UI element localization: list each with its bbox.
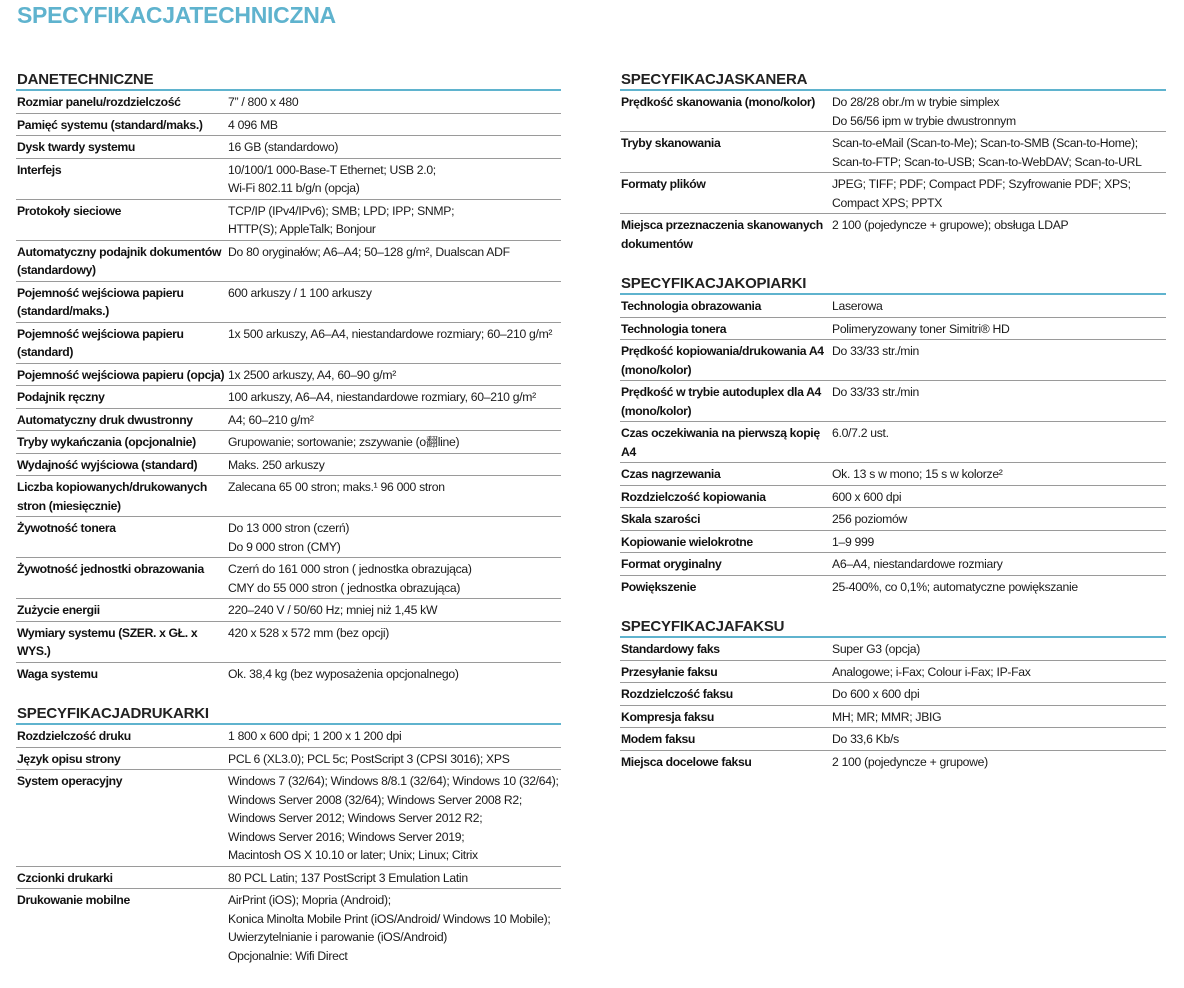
spec-row bbox=[16, 599, 561, 622]
section-title: SPECYFIKACJAKOPIARKI bbox=[620, 276, 1166, 295]
spec-value-line: Windows Server 2008 (32/64); Windows Server 2008 R2; bbox=[228, 792, 522, 807]
spec-label: Kompresja faksu bbox=[621, 709, 714, 724]
spec-value-line: 25-400%, co 0,1%; automatyczne powiększanie bbox=[832, 579, 1078, 594]
spec-value-line: Do 600 x 600 dpi bbox=[832, 687, 920, 701]
spec-value-line: Laserowa bbox=[832, 299, 883, 313]
spec-row bbox=[16, 663, 561, 685]
spec-label: Prędkość kopiowania/drukowania A4 (mono/kolor) bbox=[621, 344, 824, 377]
spec-value-line: Compact XPS; PPTX bbox=[832, 195, 943, 210]
spec-label: Żywotność jednostki obrazowania bbox=[17, 562, 204, 576]
spec-value-line: Super G3 (opcja) bbox=[832, 642, 921, 656]
spec-value-line: 2 100 (pojedyncze + grupowe) bbox=[832, 754, 988, 769]
spec-value-line: 6.0/7.2 ust. bbox=[832, 426, 889, 440]
spec-row bbox=[620, 531, 1166, 554]
spec-value-line: 16 GB (standardowo) bbox=[228, 140, 339, 154]
spec-label: Czas nagrzewania bbox=[621, 467, 721, 481]
spec-value-line: Polimeryzowany toner Simitri® HD bbox=[832, 321, 1010, 336]
spec-value-line: Ok. 13 s w mono; 15 s w kolorze² bbox=[832, 467, 1003, 481]
spec-value-line: Macintosh OS X 10.10 or later; Unix; Linux; Citrix bbox=[228, 848, 478, 862]
spec-row bbox=[16, 241, 561, 282]
spec-value bbox=[228, 456, 561, 475]
spec-value-line: Grupowanie; sortowanie; zszywanie (o翻line) bbox=[228, 435, 460, 449]
spec-value-line: Scan-to-eMail (Scan-to-Me); Scan-to-SMB (Scan-to-Home); bbox=[832, 136, 1138, 150]
spec-value bbox=[228, 665, 561, 684]
spec-value bbox=[228, 478, 561, 515]
spec-label: Tryby skanowania bbox=[621, 136, 721, 150]
spec-value bbox=[832, 663, 1166, 682]
spec-value-line: Do 28/28 obr./m w trybie simplex bbox=[832, 95, 1000, 109]
spec-row bbox=[620, 463, 1166, 486]
spec-label: Przesyłanie faksu bbox=[621, 664, 718, 679]
spec-value bbox=[832, 685, 1166, 704]
spec-row bbox=[620, 576, 1166, 598]
spec-section-specyfikacjakopiarki bbox=[620, 276, 1166, 597]
spec-value bbox=[228, 891, 561, 965]
spec-row bbox=[620, 661, 1166, 684]
spec-value bbox=[832, 297, 1166, 316]
spec-value bbox=[832, 383, 1166, 420]
spec-value-line: Wi-Fi 802.11 b/g/n (opcja) bbox=[228, 181, 360, 195]
spec-value-line: Opcjonalnie: Wifi Direct bbox=[228, 948, 348, 963]
spec-label: Waga systemu bbox=[17, 666, 98, 681]
spec-label: Podajnik ręczny bbox=[17, 390, 105, 404]
page-title: SPECYFIKACJATECHNICZNA bbox=[17, 2, 336, 28]
section-title: SPECYFIKACJADRUKARKI bbox=[16, 706, 561, 725]
spec-value bbox=[228, 750, 561, 769]
spec-label: Format oryginalny bbox=[621, 557, 722, 571]
spec-label: Czas oczekiwania na pierwszą kopię A4 bbox=[621, 426, 820, 459]
spec-value-line: Zalecana 65 00 stron; maks.¹ 96 000 stron bbox=[228, 480, 445, 494]
spec-value-line: Czerń do 161 000 stron ( jednostka obrazująca) bbox=[228, 562, 472, 576]
spec-value-line: Uwierzytelnianie i parowanie (iOS/Android) bbox=[228, 930, 448, 944]
spec-row bbox=[620, 553, 1166, 576]
spec-section-specyfikacjaskanera bbox=[620, 72, 1166, 254]
spec-section-specyfikacjafaksu bbox=[620, 619, 1166, 772]
spec-row bbox=[620, 295, 1166, 318]
spec-row bbox=[620, 706, 1166, 729]
spec-table bbox=[16, 725, 561, 966]
spec-row bbox=[620, 214, 1166, 254]
spec-value-line: 420 x 528 x 572 mm (bez opcji) bbox=[228, 625, 390, 640]
spec-row bbox=[620, 381, 1166, 422]
spec-label: Powiększenie bbox=[621, 579, 697, 594]
spec-value bbox=[832, 753, 1166, 772]
spec-value-line: Windows 7 (32/64); Windows 8/8.1 (32/64); Windows 10 (32/64); bbox=[228, 774, 559, 788]
spec-label: Drukowanie mobilne bbox=[17, 893, 130, 907]
spec-value bbox=[832, 730, 1166, 749]
spec-value bbox=[228, 243, 561, 280]
spec-row bbox=[620, 751, 1166, 773]
spec-value bbox=[228, 601, 561, 620]
spec-value bbox=[228, 869, 561, 888]
spec-label: Automatyczny podajnik dokumentów (standardowy) bbox=[17, 244, 222, 277]
spec-value-line: HTTP(S); AppleTalk; Bonjour bbox=[228, 222, 376, 236]
spec-value-line: 220–240 V / 50/60 Hz; mniej niż 1,45 kW bbox=[228, 603, 438, 617]
spec-label: Dysk twardy systemu bbox=[17, 140, 135, 154]
spec-value-line: Do 33/33 str./min bbox=[832, 344, 920, 358]
spec-value bbox=[228, 161, 561, 198]
spec-value bbox=[832, 708, 1166, 727]
spec-value bbox=[228, 325, 561, 362]
spec-row bbox=[16, 517, 561, 558]
spec-value-line: Maks. 250 arkuszy bbox=[228, 457, 325, 472]
spec-value bbox=[832, 640, 1166, 659]
spec-value-line: AirPrint (iOS); Mopria (Android); bbox=[228, 893, 391, 907]
spec-value bbox=[832, 555, 1166, 574]
spec-value-line: 4 096 MB bbox=[228, 117, 278, 132]
spec-section-danetechniczne bbox=[16, 72, 561, 684]
spec-value-line: Windows Server 2012; Windows Server 2012 R2; bbox=[228, 811, 483, 825]
spec-value-line: 600 arkuszy / 1 100 arkuszy bbox=[228, 285, 372, 300]
spec-row bbox=[16, 136, 561, 159]
spec-row bbox=[16, 558, 561, 599]
spec-label: Technologia tonera bbox=[621, 321, 727, 336]
spec-label: Pamięć systemu (standard/maks.) bbox=[17, 117, 203, 132]
spec-row bbox=[16, 323, 561, 364]
spec-value bbox=[228, 560, 561, 597]
spec-value bbox=[228, 433, 561, 452]
spec-value-line: 1x 500 arkuszy, A6–A4, niestandardowe rozmiary; 60–210 g/m² bbox=[228, 326, 553, 341]
spec-label: Protokoły sieciowe bbox=[17, 203, 122, 218]
spec-value-line: 10/100/1 000-Base-T Ethernet; USB 2.0; bbox=[228, 162, 436, 177]
spec-value bbox=[228, 624, 561, 661]
spec-value-line: JPEG; TIFF; PDF; Compact PDF; Szyfrowanie PDF; XPS; bbox=[832, 177, 1131, 191]
spec-value-line: Do 33,6 Kb/s bbox=[832, 732, 899, 746]
spec-table bbox=[16, 91, 561, 684]
spec-label: Pojemność wejściowa papieru (standard/maks.) bbox=[17, 285, 184, 318]
spec-row bbox=[16, 476, 561, 517]
spec-row bbox=[16, 770, 561, 867]
spec-label: Formaty plików bbox=[621, 177, 706, 191]
spec-value-line: 256 poziomów bbox=[832, 512, 907, 526]
spec-value-line: 1x 2500 arkuszy, A4, 60–90 g/m² bbox=[228, 367, 396, 382]
spec-value-line: Do 9 000 stron (CMY) bbox=[228, 539, 341, 554]
spec-label: Liczba kopiowanych/drukowanych stron (miesięcznie) bbox=[17, 480, 207, 513]
spec-table bbox=[620, 295, 1166, 597]
spec-label: Zużycie energii bbox=[17, 603, 100, 617]
spec-label: Rozdzielczość faksu bbox=[621, 687, 733, 701]
spec-label: Wydajność wyjściowa (standard) bbox=[17, 457, 198, 472]
spec-value-line: Do 13 000 stron (czerń) bbox=[228, 521, 350, 535]
spec-value bbox=[832, 424, 1166, 461]
spec-row bbox=[16, 159, 561, 200]
spec-label: Kopiowanie wielokrotne bbox=[621, 534, 753, 549]
spec-table bbox=[620, 91, 1166, 254]
spec-row bbox=[620, 508, 1166, 531]
spec-row bbox=[16, 200, 561, 241]
spec-label: Prędkość skanowania (mono/kolor) bbox=[621, 95, 816, 109]
spec-value-line: PCL 6 (XL3.0); PCL 5c; PostScript 3 (CPSI 3016); XPS bbox=[228, 751, 510, 766]
spec-row bbox=[620, 173, 1166, 214]
spec-value-line: Do 80 oryginałów; A6–A4; 50–128 g/m², Dualscan ADF bbox=[228, 244, 510, 259]
right-column bbox=[620, 72, 1166, 794]
spec-value bbox=[832, 216, 1166, 253]
spec-row bbox=[620, 318, 1166, 341]
spec-label: Tryby wykańczania (opcjonalnie) bbox=[17, 435, 196, 449]
section-title: SPECYFIKACJASKANERA bbox=[620, 72, 1166, 91]
spec-row bbox=[16, 91, 561, 114]
spec-label: System operacyjny bbox=[17, 774, 123, 788]
spec-value bbox=[228, 93, 561, 112]
spec-row bbox=[620, 486, 1166, 509]
spec-row bbox=[16, 867, 561, 890]
spec-value bbox=[832, 510, 1166, 529]
spec-value bbox=[832, 175, 1166, 212]
spec-value-line: MH; MR; MMR; JBIG bbox=[832, 709, 942, 724]
spec-value-line: Do 33/33 str./min bbox=[832, 385, 920, 399]
spec-label: Wymiary systemu (SZER. x GŁ. x WYS.) bbox=[17, 625, 198, 658]
spec-value bbox=[228, 411, 561, 430]
spec-label: Pojemność wejściowa papieru (standard) bbox=[17, 326, 184, 359]
spec-table bbox=[620, 638, 1166, 772]
spec-row bbox=[16, 431, 561, 454]
spec-label: Czcionki drukarki bbox=[17, 870, 113, 885]
spec-value bbox=[832, 578, 1166, 597]
spec-value-line: Do 56/56 ipm w trybie dwustronnym bbox=[832, 113, 1016, 128]
spec-row bbox=[620, 132, 1166, 173]
spec-value-line: Ok. 38,4 kg (bez wyposażenia opcjonalnego) bbox=[228, 666, 459, 681]
spec-value bbox=[832, 342, 1166, 379]
section-title: SPECYFIKACJAFAKSU bbox=[620, 619, 1166, 638]
spec-value-line: 100 arkuszy, A6–A4, niestandardowe rozmiary, 60–210 g/m² bbox=[228, 390, 536, 404]
spec-row bbox=[16, 282, 561, 323]
spec-value-line: Analogowe; i-Fax; Colour i-Fax; IP-Fax bbox=[832, 664, 1031, 679]
spec-row bbox=[16, 889, 561, 966]
spec-label: Rozmiar panelu/rozdzielczość bbox=[17, 95, 181, 109]
spec-row bbox=[16, 364, 561, 387]
spec-row bbox=[620, 91, 1166, 132]
spec-value bbox=[832, 465, 1166, 484]
spec-value-line: 80 PCL Latin; 137 PostScript 3 Emulation Latin bbox=[228, 870, 468, 885]
spec-value-line: TCP/IP (IPv4/IPv6); SMB; LPD; IPP; SNMP; bbox=[228, 203, 455, 218]
spec-row bbox=[16, 748, 561, 771]
spec-value bbox=[228, 116, 561, 135]
spec-label: Interfejs bbox=[17, 162, 62, 177]
spec-row bbox=[620, 422, 1166, 463]
spec-label: Język opisu strony bbox=[17, 751, 121, 766]
spec-value-line: CMY do 55 000 stron ( jednostka obrazująca) bbox=[228, 580, 461, 595]
spec-value bbox=[228, 366, 561, 385]
spec-label: Miejsca docelowe faksu bbox=[621, 754, 752, 769]
spec-label: Technologia obrazowania bbox=[621, 299, 762, 313]
spec-value-line: A4; 60–210 g/m² bbox=[228, 412, 314, 427]
left-column bbox=[16, 72, 561, 988]
spec-value bbox=[228, 138, 561, 157]
spec-value-line: Scan-to-FTP; Scan-to-USB; Scan-to-WebDAV; Scan-to-URL bbox=[832, 154, 1142, 169]
spec-row bbox=[16, 454, 561, 477]
spec-value bbox=[832, 93, 1166, 130]
spec-value-line: 2 100 (pojedyncze + grupowe); obsługa LDAP bbox=[832, 218, 1069, 232]
spec-value bbox=[228, 772, 561, 865]
spec-value bbox=[228, 519, 561, 556]
spec-value bbox=[228, 284, 561, 321]
spec-value-line: A6–A4, niestandardowe rozmiary bbox=[832, 557, 1003, 571]
spec-label: Pojemność wejściowa papieru (opcja) bbox=[17, 367, 225, 382]
spec-value bbox=[832, 134, 1166, 171]
spec-label: Standardowy faks bbox=[621, 642, 720, 656]
spec-value bbox=[832, 320, 1166, 339]
section-title: DANETECHNICZNE bbox=[16, 72, 561, 91]
spec-label: Miejsca przeznaczenia skanowanych dokumentów bbox=[621, 218, 823, 251]
spec-value bbox=[832, 488, 1166, 507]
spec-row bbox=[16, 386, 561, 409]
spec-row bbox=[16, 725, 561, 748]
spec-row bbox=[620, 683, 1166, 706]
spec-value bbox=[228, 202, 561, 239]
spec-label: Rozdzielczość druku bbox=[17, 729, 131, 743]
spec-section-specyfikacjadrukarki bbox=[16, 706, 561, 966]
spec-row bbox=[620, 638, 1166, 661]
spec-label: Rozdzielczość kopiowania bbox=[621, 489, 766, 504]
spec-row bbox=[16, 114, 561, 137]
spec-label: Prędkość w trybie autoduplex dla A4 (mono/kolor) bbox=[621, 385, 821, 418]
spec-label: Skala szarości bbox=[621, 512, 701, 526]
spec-value-line: 1–9 999 bbox=[832, 534, 874, 549]
spec-value-line: 1 800 x 600 dpi; 1 200 x 1 200 dpi bbox=[228, 729, 402, 743]
spec-value-line: 600 x 600 dpi bbox=[832, 489, 902, 504]
spec-value-line: Konica Minolta Mobile Print (iOS/Android/ Windows 10 Mobile); bbox=[228, 911, 551, 926]
spec-label: Automatyczny druk dwustronny bbox=[17, 412, 193, 427]
spec-value bbox=[832, 533, 1166, 552]
spec-row bbox=[16, 622, 561, 663]
spec-row bbox=[620, 340, 1166, 381]
spec-value-line: Windows Server 2016; Windows Server 2019; bbox=[228, 829, 465, 844]
spec-value bbox=[228, 727, 561, 746]
spec-label: Żywotność tonera bbox=[17, 521, 116, 535]
spec-value bbox=[228, 388, 561, 407]
spec-row bbox=[620, 728, 1166, 751]
spec-value-line: 7” / 800 x 480 bbox=[228, 95, 299, 109]
spec-label: Modem faksu bbox=[621, 732, 696, 746]
spec-row bbox=[16, 409, 561, 432]
